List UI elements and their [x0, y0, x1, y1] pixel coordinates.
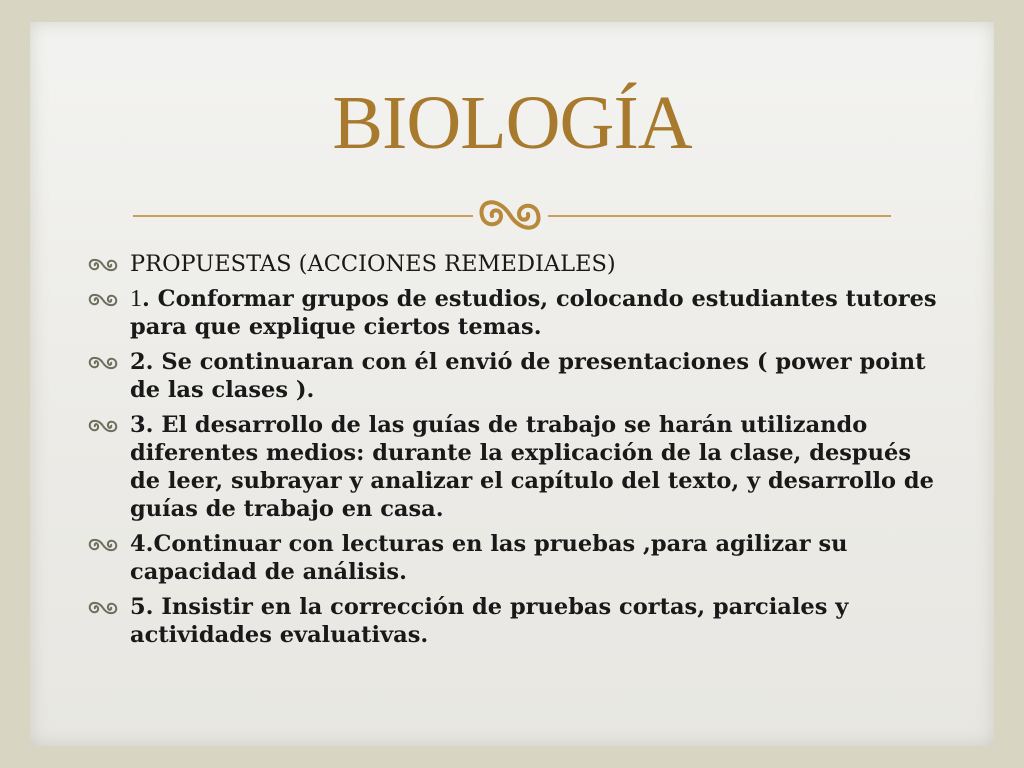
swirl-bullet-icon [86, 354, 120, 372]
list-item [86, 348, 946, 404]
list-item-text: 4.Continuar con lecturas en las pruebas ,para agilizar su capacidad de análisis. [130, 531, 848, 585]
title-divider-right [548, 215, 891, 217]
list-item-number: 1 [130, 286, 142, 312]
bullet-list [86, 250, 946, 656]
swirl-bullet-icon [86, 536, 120, 554]
list-item [86, 593, 946, 649]
list-item-text: . Conformar grupos de estudios, colocando estudiantes tutores para que explique ciertos temas. [130, 286, 937, 340]
list-item-text: 3. El desarrollo de las guías de trabajo se harán utilizando diferentes medios: durante la explicación de la clase, después de leer, subrayar y analizar el capítulo del texto, y desarrollo de guías de trabajo en casa. [130, 412, 934, 522]
list-item [86, 411, 946, 523]
swirl-ornament-icon [474, 190, 546, 240]
swirl-bullet-icon [86, 599, 120, 617]
swirl-bullet-icon [86, 291, 120, 309]
list-item-text: 2. Se continuaran con él envió de presentaciones ( power point de las clases ). [130, 349, 926, 403]
list-item [86, 250, 946, 278]
title-divider-left [133, 215, 473, 217]
list-item-text: PROPUESTAS (ACCIONES REMEDIALES) [130, 251, 616, 277]
list-item [86, 285, 946, 341]
slide-title: BIOLOGÍA [332, 81, 692, 165]
list-item [86, 530, 946, 586]
swirl-bullet-icon [86, 417, 120, 435]
list-item-text: 5. Insistir en la corrección de pruebas cortas, parciales y actividades evaluativas. [130, 594, 849, 648]
swirl-bullet-icon [86, 256, 120, 274]
